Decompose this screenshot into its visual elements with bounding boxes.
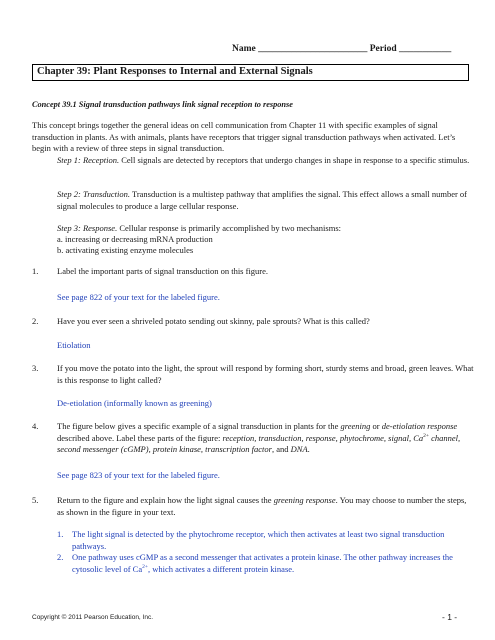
step-3	[57, 223, 475, 235]
answer-5-2-number: 2.	[57, 552, 64, 562]
step-1	[57, 155, 475, 167]
question-1-text: Label the important parts of signal transduction on this figure.	[57, 266, 269, 276]
answer-4: See page 823 of your text for the labeled figure.	[57, 470, 220, 480]
answer-1: See page 822 of your text for the labeled figure.	[57, 292, 220, 302]
copyright-notice: Copyright © 2011 Pearson Education, Inc.	[32, 614, 154, 621]
question-4-number: 4.	[32, 421, 39, 431]
answer-5-2-text: One pathway uses cGMP as a second messenger that activates a protein kinase. The other pathway increases the cytosolic level of $Ca^{2+}$, which activates a different protein kinase.	[72, 552, 453, 574]
step-1-label: Step 1: Reception.	[57, 155, 120, 165]
step-3-label: Step 3: Response.	[57, 223, 118, 233]
step-3-text: Cellular response is primarily accomplished by two mechanisms:	[117, 223, 341, 233]
intro-paragraph: This concept brings together the general ideas on cell communication from Chapter 11 with specific examples of signal transduction in plants. As with animals, plants have receptors that trigger signal transduction pathways when activated. Let’s begin with a review of three steps in signal transduction.	[32, 120, 456, 153]
step-2	[57, 189, 475, 212]
page-number: - 1 -	[442, 612, 458, 622]
answer-5-1-number: 1.	[57, 529, 64, 539]
mechanism-b: b. activating existing enzyme molecules	[57, 245, 194, 255]
question-5-number: 5.	[32, 495, 39, 505]
question-3-text: If you move the potato into the light, the sprout will respond by forming short, sturdy stems and broad, green leaves. What is this response to light called?	[57, 363, 474, 385]
question-5-text: Return to the figure and explain how the light signal causes the greening response. You may choose to number the steps, as shown in the figure in your text.	[57, 495, 467, 517]
answer-5-1-text: The light signal is detected by the phytochrome receptor, which then activates at least two signal transduction pathways.	[72, 529, 445, 551]
step-1-text: Cell signals are detected by receptors that undergo changes in shape in response to a specific stimulus.	[119, 155, 470, 165]
answer-3: De-etiolation (informally known as greening)	[57, 398, 212, 408]
question-3-number: 3.	[32, 363, 39, 373]
mechanism-a: a. increasing or decreasing mRNA production	[57, 234, 213, 244]
step-2-label: Step 2: Transduction.	[57, 189, 130, 199]
concept-heading: Concept 39.1 Signal transduction pathways link signal reception to response	[32, 100, 293, 109]
chapter-title: Chapter 39: Plant Responses to Internal and External Signals	[32, 64, 469, 81]
question-4-text: The figure below gives a specific example of a signal transduction in plants for the greening or de-etiolation response described above. Label these parts of the figure: reception, transduction, response, phytochrome, signal, $Ca^{2+}$ channel, second messenger (cGMP), protein kinase, transcription factor, and DNA.	[57, 421, 461, 454]
answer-2: Etiolation	[57, 340, 91, 350]
question-2-text: Have you ever seen a shriveled potato sending out skinny, pale sprouts? What is this called?	[57, 316, 370, 326]
question-1-number: 1.	[32, 266, 39, 276]
name-period-field: Name _______________________ Period ___________	[232, 44, 452, 54]
step-2-text: Transduction is a multistep pathway that amplifies the signal. This effect allows a small number of signal molecules to produce a large cellular response.	[57, 189, 468, 211]
question-2-number: 2.	[32, 316, 39, 326]
